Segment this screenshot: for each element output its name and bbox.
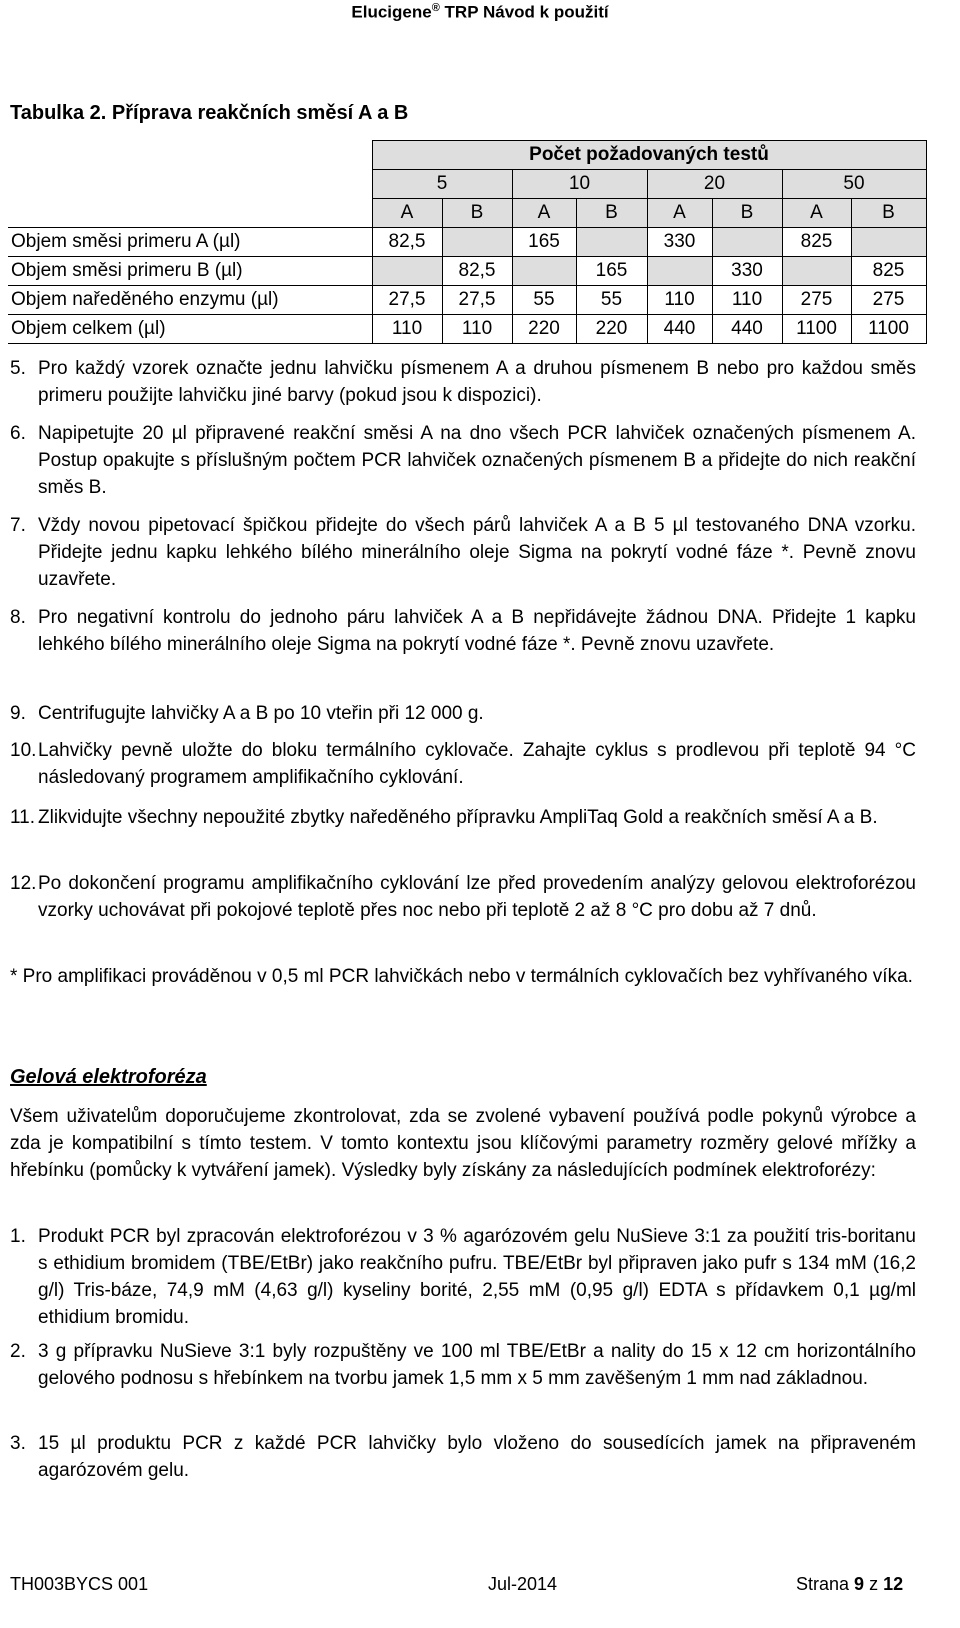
step-number: 5.	[10, 358, 26, 379]
step-text: Napipetujte 20 µl připravené reakční směsi A na dno všech PCR lahviček označených písmenem A. Postup opakujte s příslušným počtem PCR lahviček označených písmenem B a přidejte do nich reakční směs B.	[38, 423, 916, 498]
item-text: 3 g přípravku NuSieve 3:1 byly rozpuštěny ve 100 ml TBE/EtBr a nality do 15 x 12 cm horizontálního gelového podnosu s hřebínkem na tvorbu jamek 1,5 mm x 5 mm zavěšeným 1 mm nad základnou.	[38, 1341, 916, 1389]
table-cell: 440	[712, 315, 782, 344]
table-cell: 1100	[782, 315, 851, 344]
step-item	[10, 870, 916, 924]
table-row	[8, 228, 926, 257]
mix-header: B	[442, 199, 512, 228]
step-text: Pro každý vzorek označte jednu lahvičku písmenem A a druhou písmenem B nebo pro každou směs primeru použijte lahvičku jiné barvy (pokud jsou k dispozici).	[38, 358, 916, 406]
table-row	[8, 315, 926, 344]
footnote: * Pro amplifikaci prováděnou v 0,5 ml PCR lahvičkách nebo v termálních cyklovačích bez vyhřívaného víka.	[10, 966, 913, 987]
row-label: Objem celkem (µl)	[8, 315, 372, 344]
table-cell: 330	[712, 257, 782, 286]
table-cell: 165	[576, 257, 647, 286]
table-cell: 55	[512, 286, 576, 315]
item-number: 3.	[10, 1433, 26, 1454]
step-text: Centrifugujte lahvičky A a B po 10 vteřin při 12 000 g.	[38, 703, 484, 724]
table-cell: 1100	[851, 315, 926, 344]
count-header: 5	[372, 170, 512, 199]
step-number: 6.	[10, 423, 26, 444]
table-cell	[647, 257, 712, 286]
mix-header: A	[512, 199, 576, 228]
table-cell: 220	[576, 315, 647, 344]
count-header: 10	[512, 170, 647, 199]
list-item	[10, 1430, 916, 1484]
mix-header: B	[576, 199, 647, 228]
footer-doc-code: TH003BYCS 001	[10, 1574, 149, 1594]
step-text: Po dokončení programu amplifikačního cyklování lze před provedením analýzy gelovou elektroforézou vzorky uchovávat při pokojové teplotě přes noc nebo při teplotě 2 až 8 °C pro dobu až 7 dnů.	[38, 873, 916, 921]
table-cell: 110	[647, 286, 712, 315]
step-item	[10, 804, 916, 831]
table-cell: 110	[442, 315, 512, 344]
table-cell: 275	[851, 286, 926, 315]
section-title: Gelová elektroforéza	[10, 1066, 207, 1088]
table-cell: 55	[576, 286, 647, 315]
footer-page	[796, 1574, 903, 1595]
item-text: Produkt PCR byl zpracován elektroforézou v 3 % agarózovém gelu NuSieve 3:1 za použití tris-boritanu s ethidium bromidem (TBE/EtBr) jako reakčního pufru. TBE/EtBr byl připraven jako pufr s 134 mM (16,2 g/l) Tris-báze, 74,9 mM (4,63 g/l) kyseliny borité, 2,55 mM (0,95 g/l) EDTA s přídavkem 0,1 µg/ml ethidium bromidu.	[38, 1226, 916, 1328]
step-item	[10, 737, 916, 791]
table-cell: 82,5	[442, 257, 512, 286]
page-prefix: Strana	[796, 1574, 855, 1594]
mix-header: A	[782, 199, 851, 228]
table-cell: 27,5	[372, 286, 442, 315]
step-number: 9.	[10, 703, 26, 724]
page-mid: z	[864, 1574, 884, 1594]
row-label: Objem naředěného enzymu (µl)	[8, 286, 372, 315]
list-item	[10, 1338, 916, 1392]
table-cell	[442, 228, 512, 257]
table-cell	[576, 228, 647, 257]
table-cell	[372, 257, 442, 286]
table-cell	[782, 257, 851, 286]
registered-mark: ®	[431, 2, 440, 14]
step-item	[10, 355, 916, 409]
table-cell: 440	[647, 315, 712, 344]
step-item	[10, 512, 916, 593]
page-number: 9	[854, 1574, 865, 1594]
mix-header: B	[712, 199, 782, 228]
table-cell: 275	[782, 286, 851, 315]
count-header: 20	[647, 170, 782, 199]
row-label: Objem směsi primeru B (µl)	[8, 257, 372, 286]
group-header: Počet požadovaných testů	[372, 141, 926, 170]
table-cell: 110	[372, 315, 442, 344]
step-text: Vždy novou pipetovací špičkou přidejte do všech párů lahviček A a B 5 µl testovaného DNA vzorku. Přidejte jednu kapku lehkého bílého minerálního oleje Sigma na pokrytí vodné fáze *. Pevně znovu uzavřete.	[38, 515, 916, 590]
table-cell	[512, 257, 576, 286]
mix-header: A	[647, 199, 712, 228]
step-item	[10, 700, 916, 727]
table-cell: 110	[712, 286, 782, 315]
page-total: 12	[883, 1574, 904, 1594]
table-row	[8, 286, 926, 315]
step-number: 8.	[10, 607, 26, 628]
table-cell: 82,5	[372, 228, 442, 257]
row-label: Objem směsi primeru A (µl)	[8, 228, 372, 257]
step-number: 10.	[10, 740, 37, 761]
step-text: Lahvičky pevně uložte do bloku termálního cyklovače. Zahajte cyklus s prodlevou při teplotě 94 °C následovaný programem amplifikačního cyklování.	[38, 740, 916, 788]
item-text: 15 µl produktu PCR z každé PCR lahvičky bylo vloženo do sousedících jamek na připraveném agarózovém gelu.	[38, 1433, 916, 1481]
mix-header: B	[851, 199, 926, 228]
brand-name: Elucigene	[351, 2, 432, 22]
footer-date: Jul-2014	[488, 1574, 558, 1594]
step-number: 12.	[10, 873, 37, 894]
step-text: Zlikvidujte všechny nepoužité zbytky naředěného přípravku AmpliTaq Gold a reakčních směsí A a B.	[38, 807, 878, 828]
table-cell: 330	[647, 228, 712, 257]
count-header: 50	[782, 170, 926, 199]
table-cell: 220	[512, 315, 576, 344]
table-cell	[712, 228, 782, 257]
step-item	[10, 420, 916, 501]
step-number: 11.	[10, 807, 36, 828]
step-text: Pro negativní kontrolu do jednoho páru lahviček A a B nepřidávejte žádnou DNA. Přidejte 1 kapku lehkého bílého minerálního oleje Sigma na pokrytí vodné fáze *. Pevně znovu uzavřete.	[38, 607, 916, 655]
table-row	[8, 257, 926, 286]
table-cell	[851, 228, 926, 257]
table-caption: Tabulka 2. Příprava reakčních směsí A a B	[10, 102, 409, 124]
table-cell: 165	[512, 228, 576, 257]
header-title: TRP Návod k použití	[439, 2, 609, 22]
list-item	[10, 1223, 916, 1331]
step-number: 7.	[10, 515, 26, 536]
preparation-table	[8, 140, 927, 344]
table-cell: 825	[851, 257, 926, 286]
step-item	[10, 604, 916, 658]
item-number: 1.	[10, 1226, 26, 1247]
table-cell: 825	[782, 228, 851, 257]
mix-header: A	[372, 199, 442, 228]
item-number: 2.	[10, 1341, 26, 1362]
page-header	[0, 2, 960, 23]
section-intro: Všem uživatelům doporučujeme zkontrolovat, zda se zvolené vybavení používá podle pokynů výrobce a zda je kompatibilní s tímto testem. V tomto kontextu jsou klíčovými parametry rozměry gelové mřížky a hřebínku (pomůcky k vytváření jamek). Výsledky byly získány za následujících podmínek elektroforézy:	[10, 1106, 916, 1181]
table-cell: 27,5	[442, 286, 512, 315]
